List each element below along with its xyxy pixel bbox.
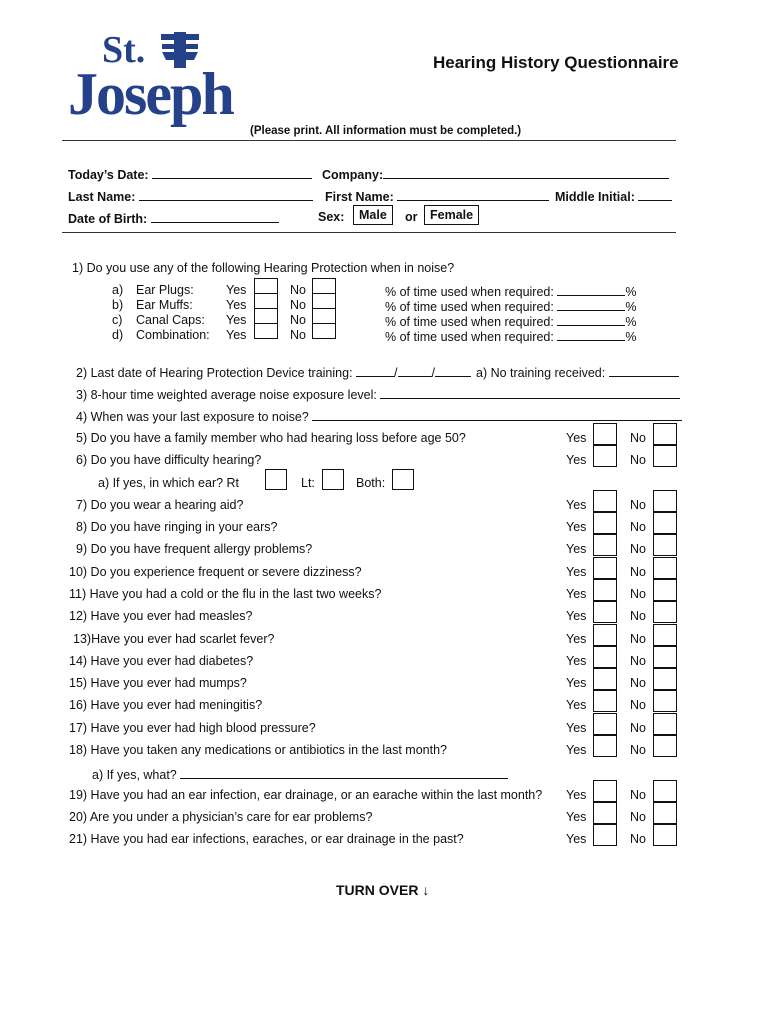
female-option[interactable]: Female (424, 205, 479, 225)
q3-field[interactable]: 3) 8-hour time weighted average noise exposure level: (76, 386, 680, 402)
q18a-field[interactable]: a) If yes, what? (92, 766, 508, 782)
question-text: 17) Have you ever had high blood pressure? (69, 721, 316, 735)
q1-item-label: Ear Muffs: (136, 298, 193, 312)
yes-label: Yes (566, 698, 587, 712)
no-checkbox[interactable] (653, 445, 677, 467)
q1-text: 1) Do you use any of the following Hearing Protection when in noise? (72, 261, 455, 275)
no-label: No (630, 721, 646, 735)
no-label: No (630, 654, 646, 668)
q1-no-checkbox[interactable] (312, 293, 336, 309)
q1-no-checkbox[interactable] (312, 323, 336, 339)
yes-label: Yes (566, 542, 587, 556)
no-checkbox[interactable] (653, 780, 677, 802)
q6a-lt-label: Lt: (301, 476, 315, 490)
yes-label: Yes (566, 721, 587, 735)
yes-label: Yes (566, 743, 587, 757)
instructions: (Please print. All information must be completed.) (250, 125, 522, 137)
yes-label: Yes (566, 609, 587, 623)
q6a-text: a) If yes, in which ear? Rt (98, 476, 240, 490)
no-checkbox[interactable] (653, 557, 677, 579)
question-text: 16) Have you ever had meningitis? (69, 698, 263, 712)
no-checkbox[interactable] (653, 802, 677, 824)
no-label: No (630, 632, 646, 646)
no-label: No (630, 609, 646, 623)
question-text: 21) Have you had ear infections, earaches, or ear drainage in the past? (69, 832, 464, 846)
q1-item-label: Canal Caps: (136, 313, 205, 327)
male-option[interactable]: Male (353, 205, 393, 225)
q1-yes-label: Yes (226, 328, 247, 342)
no-label: No (630, 788, 646, 802)
q1-no-label: No (290, 328, 306, 342)
yes-label: Yes (566, 431, 587, 445)
last-name-field[interactable]: Last Name: (68, 188, 313, 204)
yes-checkbox[interactable] (593, 512, 617, 534)
no-checkbox[interactable] (653, 824, 677, 846)
q2a-no-training[interactable]: a) No training received: (476, 364, 679, 380)
or-label: or (405, 210, 418, 224)
no-checkbox[interactable] (653, 624, 677, 646)
no-label: No (630, 565, 646, 579)
question-text: 5) Do you have a family member who had hearing loss before age 50? (76, 431, 466, 445)
sex-label: Sex: (318, 210, 345, 224)
no-label: No (630, 743, 646, 757)
middle-initial-field[interactable]: Middle Initial: (555, 188, 672, 204)
q1-yes-checkbox[interactable] (254, 293, 278, 309)
q1-yes-label: Yes (226, 283, 247, 297)
logo-text-st: St. (102, 29, 146, 71)
yes-label: Yes (566, 565, 587, 579)
no-checkbox[interactable] (653, 646, 677, 668)
yes-label: Yes (566, 788, 587, 802)
yes-checkbox[interactable] (593, 780, 617, 802)
yes-checkbox[interactable] (593, 624, 617, 646)
no-label: No (630, 832, 646, 846)
q1-yes-label: Yes (226, 298, 247, 312)
yes-checkbox[interactable] (593, 735, 617, 757)
yes-label: Yes (566, 587, 587, 601)
question-text: 11) Have you had a cold or the flu in the last two weeks? (69, 587, 382, 601)
yes-label: Yes (566, 654, 587, 668)
question-text: 13)Have you ever had scarlet fever? (73, 632, 275, 646)
no-checkbox[interactable] (653, 579, 677, 601)
yes-checkbox[interactable] (593, 423, 617, 445)
yes-checkbox[interactable] (593, 802, 617, 824)
q1-item-letter: d) (112, 328, 124, 342)
no-checkbox[interactable] (653, 534, 677, 556)
q1-yes-checkbox[interactable] (254, 278, 278, 294)
question-text: 20) Are you under a physician’s care for ear problems? (69, 810, 373, 824)
yes-checkbox[interactable] (593, 490, 617, 512)
question-text: 8) Do you have ringing in your ears? (76, 520, 278, 534)
yes-checkbox[interactable] (593, 668, 617, 690)
yes-checkbox[interactable] (593, 601, 617, 623)
q1-item-letter: b) (112, 298, 124, 312)
yes-checkbox[interactable] (593, 690, 617, 712)
q1-no-checkbox[interactable] (312, 278, 336, 294)
no-label: No (630, 698, 646, 712)
question-text: 6) Do you have difficulty hearing? (76, 453, 262, 467)
yes-label: Yes (566, 676, 587, 690)
logo-text-joseph: Joseph (68, 61, 233, 127)
yes-label: Yes (566, 810, 587, 824)
no-label: No (630, 453, 646, 467)
yes-checkbox[interactable] (593, 557, 617, 579)
yes-checkbox[interactable] (593, 534, 617, 556)
no-checkbox[interactable] (653, 690, 677, 712)
q1-yes-checkbox[interactable] (254, 323, 278, 339)
question-text: 19) Have you had an ear infection, ear drainage, or an earache within the last month? (69, 788, 543, 802)
q1-item-label: Ear Plugs: (136, 283, 194, 297)
no-checkbox[interactable] (653, 713, 677, 735)
yes-label: Yes (566, 520, 587, 534)
no-checkbox[interactable] (653, 668, 677, 690)
no-label: No (630, 587, 646, 601)
yes-checkbox[interactable] (593, 713, 617, 735)
yes-label: Yes (566, 498, 587, 512)
q1-pct-field[interactable]: % of time used when required: % (385, 300, 637, 314)
question-text: 14) Have you ever had diabetes? (69, 654, 254, 668)
question-text: 18) Have you taken any medications or antibiotics in the last month? (69, 743, 447, 757)
no-label: No (630, 498, 646, 512)
q1-no-checkbox[interactable] (312, 308, 336, 324)
no-checkbox[interactable] (653, 490, 677, 512)
question-text: 10) Do you experience frequent or severe dizziness? (69, 565, 362, 579)
q6a-both-label: Both: (356, 476, 386, 490)
yes-checkbox[interactable] (593, 579, 617, 601)
q1-no-label: No (290, 298, 306, 312)
no-checkbox[interactable] (653, 423, 677, 445)
yes-label: Yes (566, 832, 587, 846)
no-label: No (630, 676, 646, 690)
no-label: No (630, 542, 646, 556)
question-text: 12) Have you ever had measles? (69, 609, 253, 623)
no-label: No (630, 431, 646, 445)
yes-label: Yes (566, 632, 587, 646)
turn-over-label: TURN OVER ↓ (336, 882, 430, 898)
no-label: No (630, 520, 646, 534)
q1-item-letter: c) (112, 313, 123, 327)
q1-yes-label: Yes (226, 313, 247, 327)
yes-checkbox[interactable] (593, 646, 617, 668)
no-checkbox[interactable] (653, 512, 677, 534)
header-rule (62, 140, 676, 141)
section-rule (62, 232, 676, 233)
todays-date-field[interactable]: Today’s Date: (68, 166, 312, 182)
question-text: 9) Do you have frequent allergy problems? (76, 542, 313, 556)
q2-field[interactable]: 2) Last date of Hearing Protection Device training: / / (76, 364, 471, 380)
first-name-field[interactable]: First Name: (325, 188, 549, 204)
page-title: Hearing History Questionnaire (433, 53, 679, 72)
q1-no-label: No (290, 313, 306, 327)
q6a-rt-checkbox[interactable] (265, 469, 287, 490)
no-checkbox[interactable] (653, 601, 677, 623)
question-text: 15) Have you ever had mumps? (69, 676, 247, 690)
q4-field[interactable]: 4) When was your last exposure to noise? (76, 408, 682, 424)
q1-no-label: No (290, 283, 306, 297)
q1-item-label: Combination: (136, 328, 210, 342)
yes-checkbox[interactable] (593, 824, 617, 846)
question-text: 7) Do you wear a hearing aid? (76, 498, 244, 512)
yes-checkbox[interactable] (593, 445, 617, 467)
q1-pct-field[interactable]: % of time used when required: % (385, 285, 637, 299)
yes-label: Yes (566, 453, 587, 467)
q1-item-letter: a) (112, 283, 124, 297)
q1-yes-checkbox[interactable] (254, 308, 278, 324)
no-checkbox[interactable] (653, 735, 677, 757)
q6a-lt-checkbox[interactable] (322, 469, 344, 490)
no-label: No (630, 810, 646, 824)
q6a-both-checkbox[interactable] (392, 469, 414, 490)
q1-pct-field[interactable]: % of time used when required: % (385, 330, 637, 344)
dob-field[interactable]: Date of Birth: (68, 210, 279, 226)
company-field[interactable]: Company: (322, 166, 669, 182)
q1-pct-field[interactable]: % of time used when required: % (385, 315, 637, 329)
st-joseph-logo (66, 30, 256, 133)
